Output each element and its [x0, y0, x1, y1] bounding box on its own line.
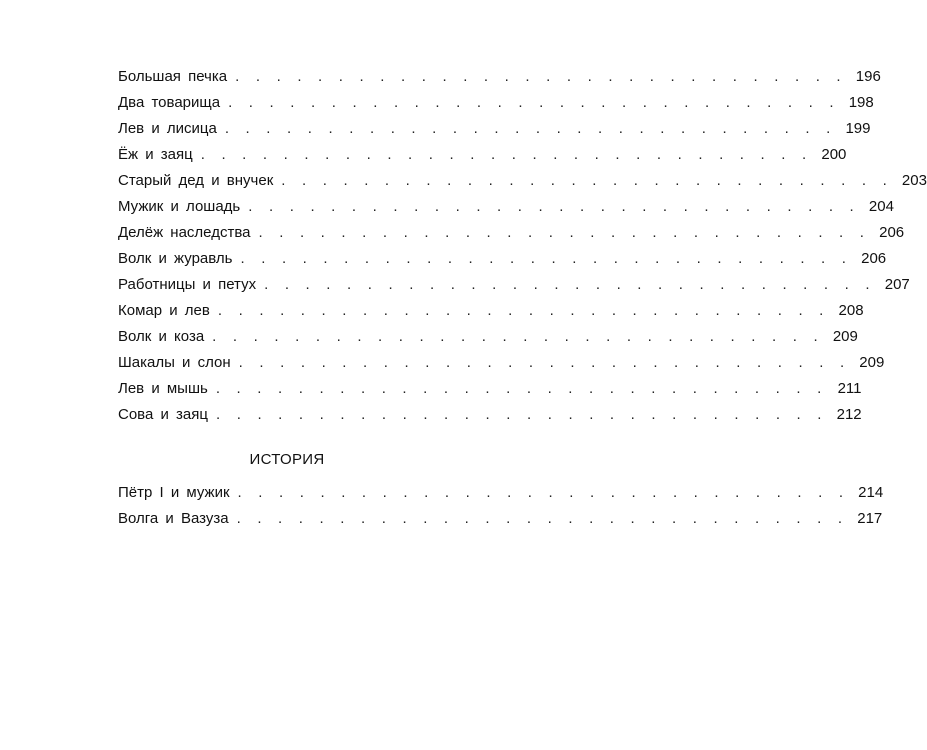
- dot-leader: . . . . . . . . . . . . . . . . . . . . . . . . . . . . . .: [217, 302, 830, 319]
- toc-entry: [118, 376, 862, 402]
- entry-page-number: 199: [845, 120, 871, 137]
- entry-page-number: 207: [884, 276, 910, 293]
- entry-page-number: 217: [857, 510, 883, 527]
- entry-page-number: 200: [821, 146, 847, 163]
- toc-entry: [118, 402, 862, 428]
- entry-title: Работницы и петух: [118, 276, 257, 293]
- dot-leader: . . . . . . . . . . . . . . . . . . . . . . . . . . . . . .: [281, 172, 893, 189]
- dot-leader: . . . . . . . . . . . . . . . . . . . . . . . . . . . . . .: [264, 276, 876, 293]
- entry-title: Старый дед и внучек: [118, 172, 274, 189]
- toc-entry: [118, 506, 883, 532]
- dot-leader: . . . . . . . . . . . . . . . . . . . . . . . . . . . . . .: [228, 94, 840, 111]
- entry-title: Большая печка: [118, 68, 228, 85]
- entry-title: Сова и заяц: [118, 406, 208, 423]
- toc-entry: [118, 168, 927, 194]
- toc-entry: [118, 194, 894, 220]
- entry-page-number: 206: [879, 224, 905, 241]
- dot-leader: . . . . . . . . . . . . . . . . . . . . . . . . . . . . . .: [258, 224, 871, 241]
- dot-leader: . . . . . . . . . . . . . . . . . . . . . . . . . . . . . .: [237, 484, 850, 501]
- dot-leader: . . . . . . . . . . . . . . . . . . . . . . . . . . . . . .: [215, 380, 828, 397]
- dot-leader: . . . . . . . . . . . . . . . . . . . . . . . . . . . . . .: [215, 406, 828, 423]
- dot-leader: . . . . . . . . . . . . . . . . . . . . . . . . . . . . . .: [240, 250, 853, 267]
- entry-page-number: 214: [858, 484, 884, 501]
- entry-title: Волк и журавль: [118, 250, 233, 267]
- entry-title: Два товарища: [118, 94, 221, 111]
- dot-leader: . . . . . . . . . . . . . . . . . . . . . . . . . . . . . .: [235, 68, 847, 85]
- entry-title: Лев и мышь: [118, 380, 208, 397]
- toc-entry: [118, 350, 885, 376]
- history-contents: [118, 480, 884, 532]
- table-of-contents: [118, 64, 927, 428]
- entry-page-number: 209: [832, 328, 858, 345]
- dot-leader: . . . . . . . . . . . . . . . . . . . . . . . . . . . . . .: [212, 328, 824, 345]
- entry-title: Ёж и заяц: [118, 146, 193, 163]
- entry-title: Мужик и лошадь: [118, 198, 241, 215]
- toc-entry: [118, 298, 864, 324]
- dot-leader: . . . . . . . . . . . . . . . . . . . . . . . . . . . . . .: [200, 146, 813, 163]
- toc-entry: [118, 90, 874, 116]
- dot-leader: . . . . . . . . . . . . . . . . . . . . . . . . . . . . . .: [236, 510, 849, 527]
- toc-entry: [118, 64, 881, 90]
- toc-entry: [118, 480, 884, 506]
- entry-page-number: 206: [861, 250, 887, 267]
- entry-page-number: 204: [868, 198, 894, 215]
- entry-title: Шакалы и слон: [118, 354, 231, 371]
- dot-leader: . . . . . . . . . . . . . . . . . . . . . . . . . . . . . .: [224, 120, 837, 137]
- toc-entry: [118, 142, 847, 168]
- toc-entry: [118, 220, 905, 246]
- entry-page-number: 203: [901, 172, 927, 189]
- toc-entry: [118, 246, 887, 272]
- dot-leader: . . . . . . . . . . . . . . . . . . . . . . . . . . . . . .: [238, 354, 851, 371]
- entry-title: Лев и лисица: [118, 120, 217, 137]
- entry-title: Комар и лев: [118, 302, 210, 319]
- entry-title: Пётр I и мужик: [118, 484, 230, 501]
- entry-page-number: 196: [855, 68, 881, 85]
- entry-page-number: 212: [836, 406, 862, 423]
- entry-title: Волк и коза: [118, 328, 205, 345]
- entry-page-number: 211: [837, 380, 862, 397]
- toc-entry: [118, 272, 910, 298]
- section-heading-history: ИСТОРИЯ: [249, 451, 325, 468]
- entry-page-number: 198: [848, 94, 874, 111]
- entry-page-number: 208: [838, 302, 864, 319]
- entry-title: Волга и Вазуза: [118, 510, 229, 527]
- entry-page-number: 209: [859, 354, 885, 371]
- dot-leader: . . . . . . . . . . . . . . . . . . . . . . . . . . . . . .: [248, 198, 860, 215]
- toc-entry: [118, 116, 871, 142]
- entry-title: Делёж наследства: [118, 224, 251, 241]
- toc-entry: [118, 324, 858, 350]
